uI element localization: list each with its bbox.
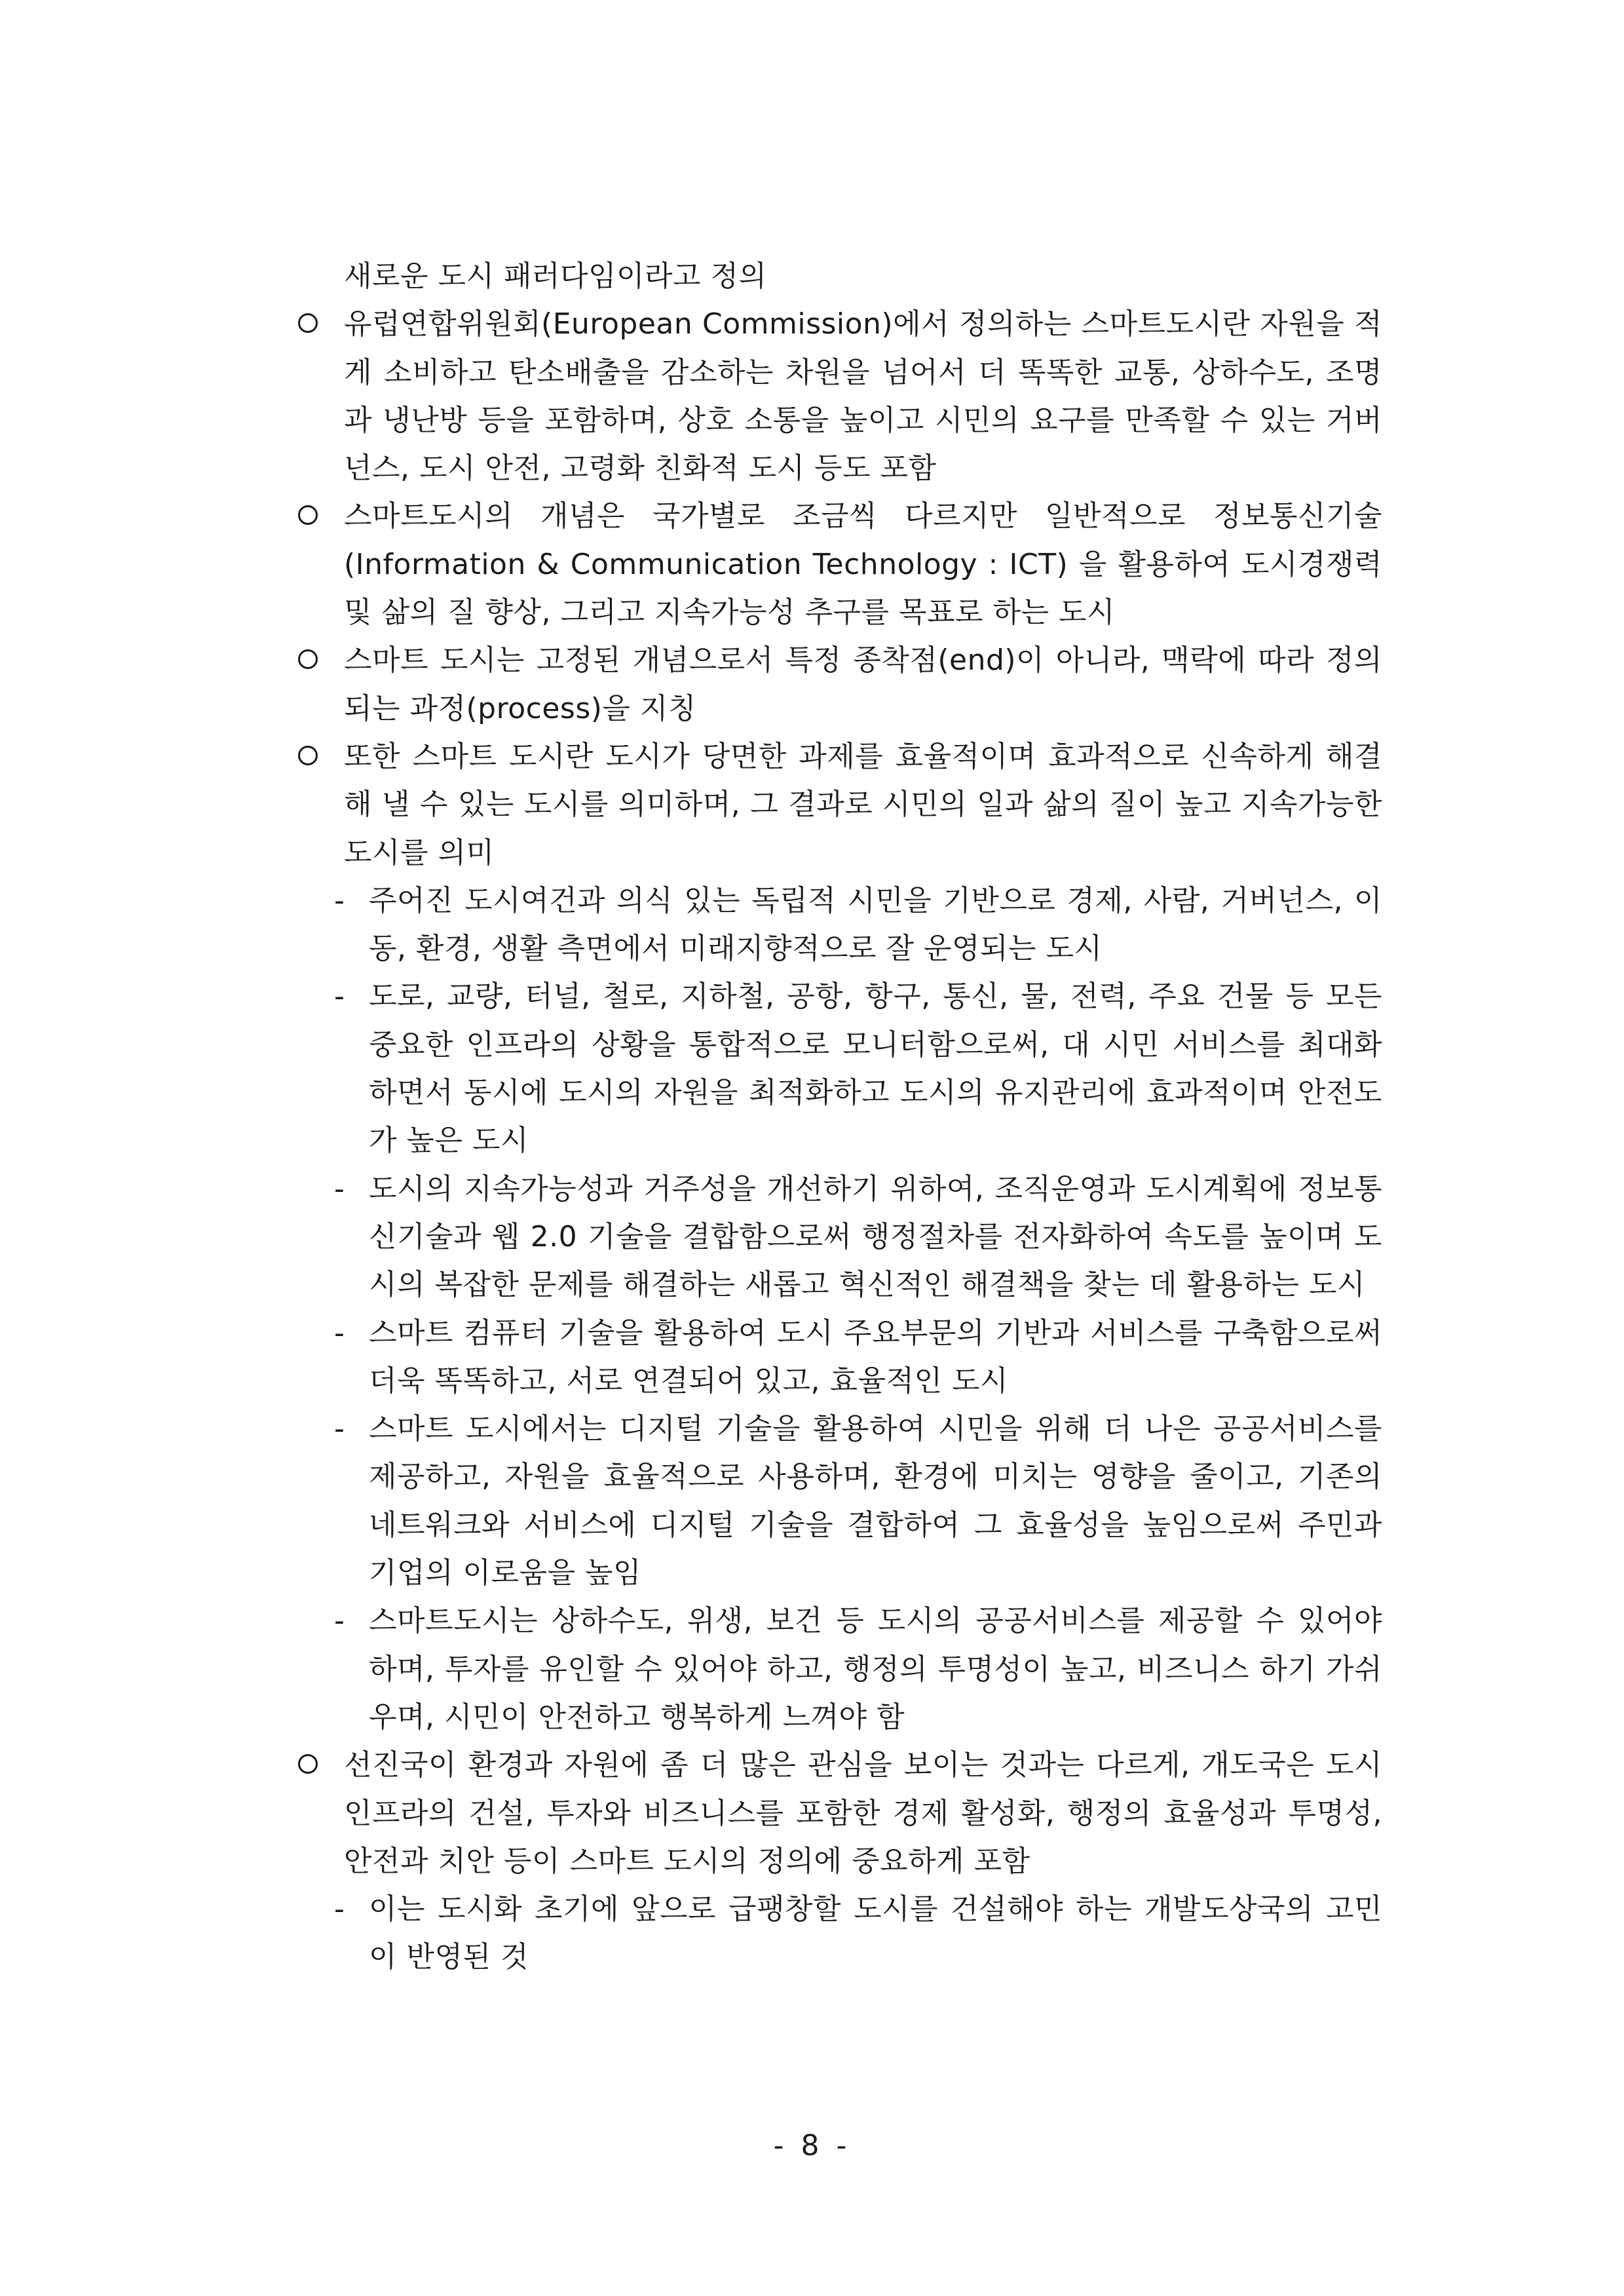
sub-item	[298, 1165, 1382, 1309]
sub-item-text: 도로, 교량, 터널, 철로, 지하철, 공항, 항구, 통신, 물, 전력, 주요 건물 등 모든 중요한 인프라의 상황을 통합적으로 모니터함으로써, 대 시민 서비스를 최대화 하면서 동시에 도시의 자원을 최적화하고 도시의 유지관리에 효과적이며 안전도가 높은 도시	[369, 980, 1382, 1158]
bullet-text: 스마트도시의 개념은 국가별로 조금씩 다르지만 일반적으로 정보통신기술(Information & Communication Technology : ICT) 을 활용하여 도시경쟁력 및 삶의 질 향상, 그리고 지속가능성 추구를 목표로 하는 도시	[344, 499, 1382, 630]
bullet-text: 또한 스마트 도시란 도시가 당면한 과제를 효율적이며 효과적으로 신속하게 해결해 낼 수 있는 도시를 의미하며, 그 결과로 시민의 일과 삶의 질이 높고 지속가능한 도시를 의미	[344, 739, 1382, 870]
circle-bullet-icon	[298, 1754, 318, 1774]
sub-item	[298, 972, 1382, 1164]
dash-marker: -	[334, 883, 345, 917]
bullet-text: 선진국이 환경과 자원에 좀 더 많은 관심을 보이는 것과는 다르게, 개도국은 도시 인프라의 건설, 투자와 비즈니스를 포함한 경제 활성화, 행정의 효율성과 투명성, 안전과 치안 등이 스마트 도시의 정의에 중요하게 포함	[344, 1748, 1382, 1878]
dash-marker: -	[334, 1172, 345, 1206]
dash-marker: -	[334, 1604, 345, 1638]
sub-item	[298, 1885, 1382, 1981]
sub-item-text: 도시의 지속가능성과 거주성을 개선하기 위하여, 조직운영과 도시계획에 정보통신기술과 웹 2.0 기술을 결합함으로써 행정절차를 전자화하여 속도를 높이며 도시의 복잡한 문제를 해결하는 새롭고 혁신적인 해결책을 찾는 데 활용하는 도시	[369, 1172, 1382, 1302]
circle-bullet-icon	[298, 505, 318, 525]
bullet-item-ict-concept	[298, 492, 1382, 636]
bullet-text: 스마트 도시는 고정된 개념으로서 특정 종착점(end)이 아니라, 맥락에 따라 정의되는 과정(process)을 지칭	[344, 643, 1382, 725]
sub-item	[298, 1309, 1382, 1406]
sub-item-text: 스마트 도시에서는 디지털 기술을 활용하여 시민을 위해 더 나은 공공서비스를 제공하고, 자원을 효율적으로 사용하며, 환경에 미치는 영향을 줄이고, 기존의 네트워크와 서비스에 디지털 기술을 결합하여 그 효율성을 높임으로써 주민과 기업의 이로움을 높임	[369, 1412, 1382, 1590]
intro-continuation: 새로운 도시 패러다임이라고 정의	[344, 259, 767, 293]
sub-item-text: 주어진 도시여건과 의식 있는 독립적 시민을 기반으로 경제, 사람, 거버넌스, 이동, 환경, 생활 측면에서 미래지향적으로 잘 운영되는 도시	[369, 883, 1382, 966]
sub-item	[298, 877, 1382, 973]
sub-item	[298, 1405, 1382, 1597]
page-number: - 8 -	[773, 2129, 851, 2162]
dash-marker: -	[334, 980, 345, 1014]
circle-bullet-icon	[298, 746, 318, 765]
dash-marker: -	[334, 1316, 345, 1350]
sub-item	[298, 1597, 1382, 1741]
bullet-item-eu-definition	[298, 300, 1382, 492]
bullet-item-process	[298, 636, 1382, 733]
page-body	[298, 252, 1382, 1981]
bullet-item-problem-solving	[298, 733, 1382, 877]
sub-item-text: 이는 도시화 초기에 앞으로 급팽창할 도시를 건설해야 하는 개발도상국의 고민이 반영된 것	[369, 1892, 1382, 1974]
sub-item-text: 스마트 컴퓨터 기술을 활용하여 도시 주요부문의 기반과 서비스를 구축함으로써 더욱 똑똑하고, 서로 연결되어 있고, 효율적인 도시	[369, 1316, 1382, 1398]
circle-bullet-icon	[298, 313, 318, 333]
dash-marker: -	[334, 1892, 345, 1926]
circle-bullet-icon	[298, 649, 318, 669]
sub-item-text: 스마트도시는 상하수도, 위생, 보건 등 도시의 공공서비스를 제공할 수 있어야 하며, 투자를 유인할 수 있어야 하고, 행정의 투명성이 높고, 비즈니스 하기 가쉬우며, 시민이 안전하고 행복하게 느껴야 함	[369, 1604, 1382, 1734]
bullet-text: 유럽연합위원회(European Commission)에서 정의하는 스마트도시란 자원을 적게 소비하고 탄소배출을 감소하는 차원을 넘어서 더 똑똑한 교통, 상하수도, 조명과 냉난방 등을 포함하며, 상호 소통을 높이고 시민의 요구를 만족할 수 있는 거버넌스, 도시 안전, 고령화 친화적 도시 등도 포함	[344, 307, 1382, 486]
bullet-item-developing-countries	[298, 1741, 1382, 1885]
dash-marker: -	[334, 1412, 345, 1446]
